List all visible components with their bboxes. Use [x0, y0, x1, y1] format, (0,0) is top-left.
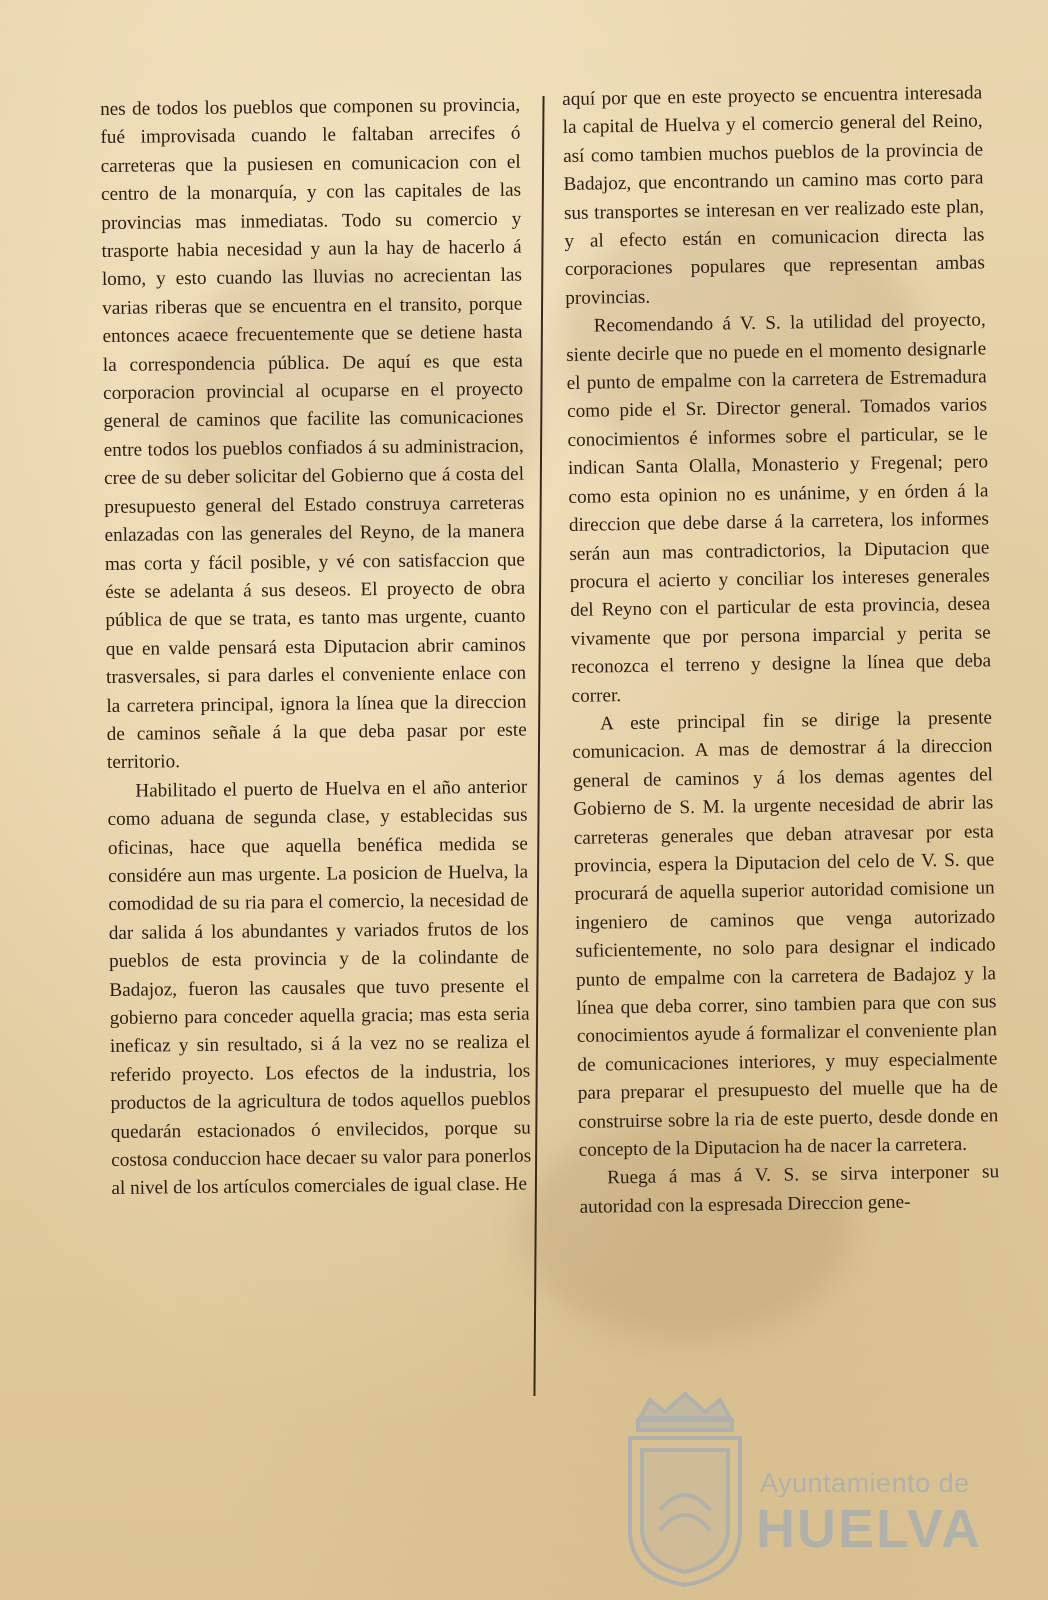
paragraph: nes de todos los pueblos que componen su provincia, fué improvisada cuando le faltaban arrecifes ó carreteras que la pusiesen en comunicacion con el centro de la monarquía, y con las capitales de las provincias mas inmediatas. Todo su comercio y trasporte habia necesidad y aun la hay de hacerlo á lomo, y esto cuando las lluvias no acrecientan las varias riberas que se encuentra en el transito, porque entonces acaece frecuentemente que se detiene hasta la correspondencia pública. De aquí es que esta corporacion provincial al ocuparse en el proyecto general de caminos que facilite las comunicaciones entre todos los pueblos confiados á su administracion, cree de su deber solicitar del Gobierno que á costa del presupuesto general del Estado construya carreteras enlazadas con las generales del Reyno, de la manera mas corta y fácil posible, y vé con satisfaccion que éste se adelanta á sus deseos. El proyecto de obra pública de que se trata, es tanto mas urgente, cuanto que en valde pensará esta Diputacion abrir caminos trasversales, si para darles el conveniente enlace con la carretera principal, ignora la línea que la direccion de caminos señale á la que deba pasar por este territorio. [100, 94, 527, 774]
left-text-column [100, 92, 532, 1204]
watermark-line2: HUELVA [756, 1499, 982, 1559]
paragraph: Habilitado el puerto de Huelva en el año anterior como aduana de segunda clase, y establecidas sus oficinas, hace que aquella benéfica medida se considére aun mas urgente. La posicion de Huelva, la comodidad de su ria para el comercio, la necesidad de dar salida á los abundantes y variados frutos de los pueblos de esta provincia y de la colindante de Badajoz, fueron las causales que tuvo presente el gobierno para conceder aquella gracia; mas esta seria ineficaz y sin resultado, si á la vez no se realiza el referido proyecto. Los efectos de la industria, los productos de la agricultura de todos aquellos pueblos quedarán estacionados ó envilecidos, porque su costosa conduccion hace decaer su valor para ponerlos al nivel de los artículos comerciales de igual clase. He [107, 776, 532, 1200]
right-text-column [562, 79, 1000, 1222]
paragraph: Ruega á mas á V. S. se sirva interponer su autoridad con la espresada Direccion gene- [579, 1161, 1000, 1218]
paragraph: Recomendando á V. S. la utilidad del proyecto, siente decirle que no puede en el momento designarle el punto de empalme con la carretera de Estremadura como pide el Sr. Director general. Tomados varios conocimientos é informes sobre el particular, se le indican Santa Olalla, Monasterio y Fregenal; pero como esta opinion no es unánime, y en órden á la direccion que debe darse á la carretera, los informes serán aun mas contradictorios, la Diputacion que procura el acierto y conciliar los intereses generales del Reyno con el particular de esta provincia, desea vivamente que por persona imparcial y perita se reconozca el terreno y designe la línea que deba correr. [566, 309, 992, 707]
watermark-line1: Ayuntamiento de [760, 1468, 970, 1498]
city-coat-of-arms-icon [620, 1390, 750, 1590]
watermark [620, 1390, 980, 1590]
paragraph: A este principal fin se dirige la presente comunicacion. A mas de demostrar á la direccion general de caminos y á los demas agentes del Gobierno de S. M. la urgente necesidad de abrir las carreteras generales que deban atravesar por esta provincia, espera la Diputacion del celo de V. S. que procurará de aquella superior autoridad comisione un ingeniero de caminos que venga autorizado suficientemente, no solo para designar el indicado punto de empalme con la carretera de Badajoz y la línea que deba correr, sino tambien para que con sus conocimientos ayude á formalizar el conveniente plan de comunicaciones interiores, y muy especialmente para preparar el presupuesto del muelle que ha de construirse sobre la ria de este puerto, desde donde en concepto de la Diputacion ha de nacer la carretera. [572, 707, 999, 1161]
paragraph: aquí por que en este proyecto se encuentra interesada la capital de Huelva y el comercio general del Reino, así como tambien muchos pueblos de la provincia de Badajoz, que encontrando un camino mas corto para sus transportes se interesan en ver realizado este plan, y al efecto están en comunicacion directa las corporaciones populares que representan ambas provincias. [562, 82, 986, 309]
